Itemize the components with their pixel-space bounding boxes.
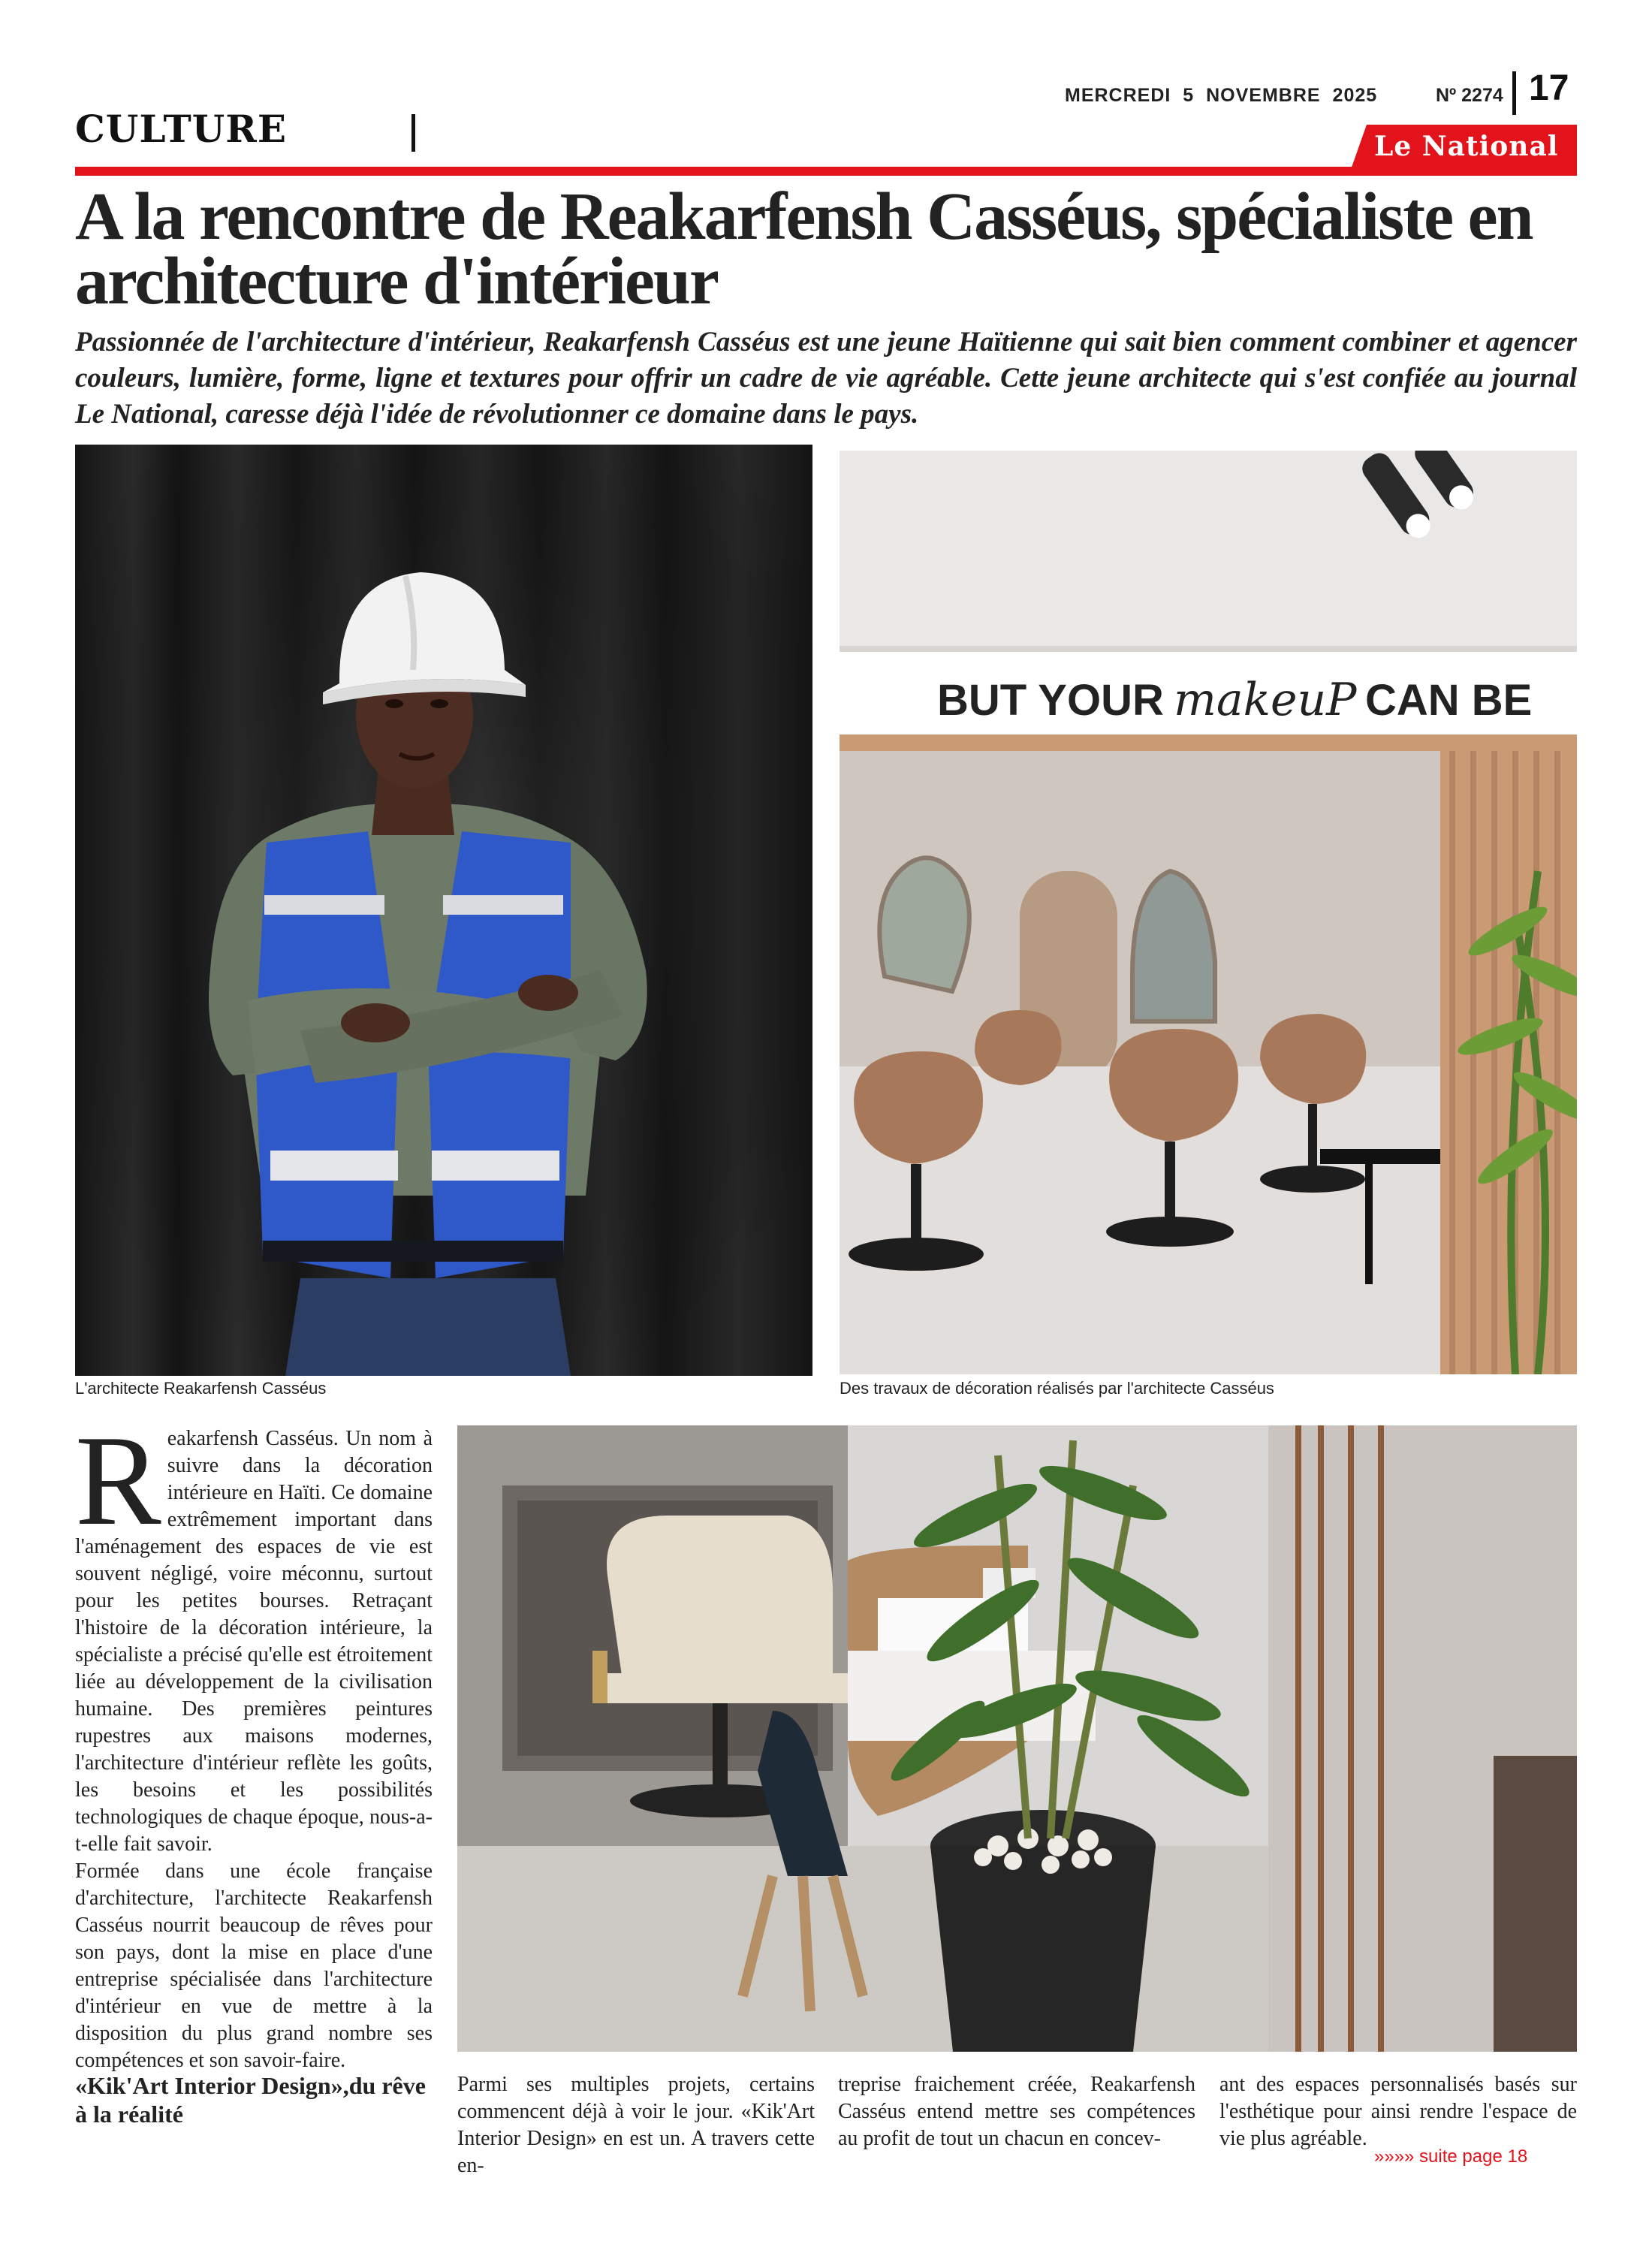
salon-photo	[840, 451, 1577, 1374]
issue-date: MERCREDI 5 NOVEMBRE 2025	[1065, 85, 1378, 106]
page-number: 17	[1529, 68, 1569, 108]
article-headline: A la rencontre de Reakarfensh Casséus, spécialiste en architecture d'intérieur	[75, 179, 1533, 318]
workstation-photo	[457, 1425, 1577, 2052]
workstation-illustration	[457, 1425, 1577, 2052]
article-column-1	[75, 1410, 433, 2074]
issue-number: Nº 2274	[1436, 85, 1503, 106]
page-number-divider	[1512, 71, 1516, 115]
article-subhead: «Kik'Art Interior Design»,du rêve à la réalité	[75, 2072, 426, 2128]
sign-text-3: CAN BE	[1365, 676, 1533, 725]
newspaper-brand: Le National	[1374, 131, 1559, 162]
article-column-2: Parmi ses multiples projets, certains commencent déjà à voir le jour. «Kik'Art Interior Design» en est un. A travers cette en-	[457, 2073, 815, 2177]
section-label: CULTURE	[75, 107, 287, 151]
article-paragraph-1	[75, 1410, 433, 1858]
article-standfirst: Passionnée de l'architecture d'intérieur, Reakarfensh Casséus est une jeune Haïtienne qui sait bien comment combiner et agencer couleurs, lumière, forme, ligne et textures pour offrir un cadre de vie agréable. Cette jeune architecte qui s'est confiée au journal Le National, caresse déjà l'idée de révolutionner ce domaine dans le pays.	[75, 327, 1577, 430]
article-paragraph-2: Formée dans une école française d'architecture, l'architecte Reakarfensh Casséus nourrit beaucoup de rêves pour son pays, dont la mise en place d'une entreprise spécialisée dans l'architecture d'intérieur en vue de mettre à la disposition du plus grand nombre ses compétences et son savoir-faire.	[75, 1859, 433, 2072]
drop-cap: R	[75, 1410, 161, 1552]
portrait-illustration	[75, 445, 812, 1376]
portrait-photo	[75, 445, 812, 1376]
portrait-caption: L'architecte Reakarfensh Casséus	[75, 1379, 327, 1398]
sign-text-1: BUT YOUR	[937, 676, 1164, 725]
salon-illustration	[840, 451, 1577, 1374]
salon-caption: Des travaux de décoration réalisés par l'architecte Casséus	[840, 1379, 1274, 1398]
continued-link[interactable]: »»»» suite page 18	[1374, 2146, 1528, 2167]
article-column-3: treprise fraichement créée, Reakarfensh Casséus entend mettre ses compétences au profit de tout un chacun en concev-	[838, 2073, 1195, 2150]
section-divider	[411, 114, 415, 152]
article-column-4: ant des espaces personnalisés basés sur l'esthétique pour ainsi rendre l'espace de vie plus agréable.	[1219, 2073, 1577, 2150]
sign-text-2: makeuP	[1174, 674, 1357, 726]
paragraph-1-text: eakarfensh Casséus. Un nom à suivre dans la décoration intérieure en Haïti. Ce domaine extrêmement important dans l'aménagement des espaces de vie est souvent négligé, voire méconnu, surtout pour les petites bourses. Retraçant l'histoire de la décoration intérieure, la spécialiste a précisé qu'elle est étroitement liée au développement de la civilisation humaine. Des premières peintures rupestres aux maisons modernes, l'architecture d'intérieur reflète les goûts, les besoins et les possibilités technologiques de chaque époque, nous-a-t-elle fait savoir.	[75, 1427, 433, 1856]
